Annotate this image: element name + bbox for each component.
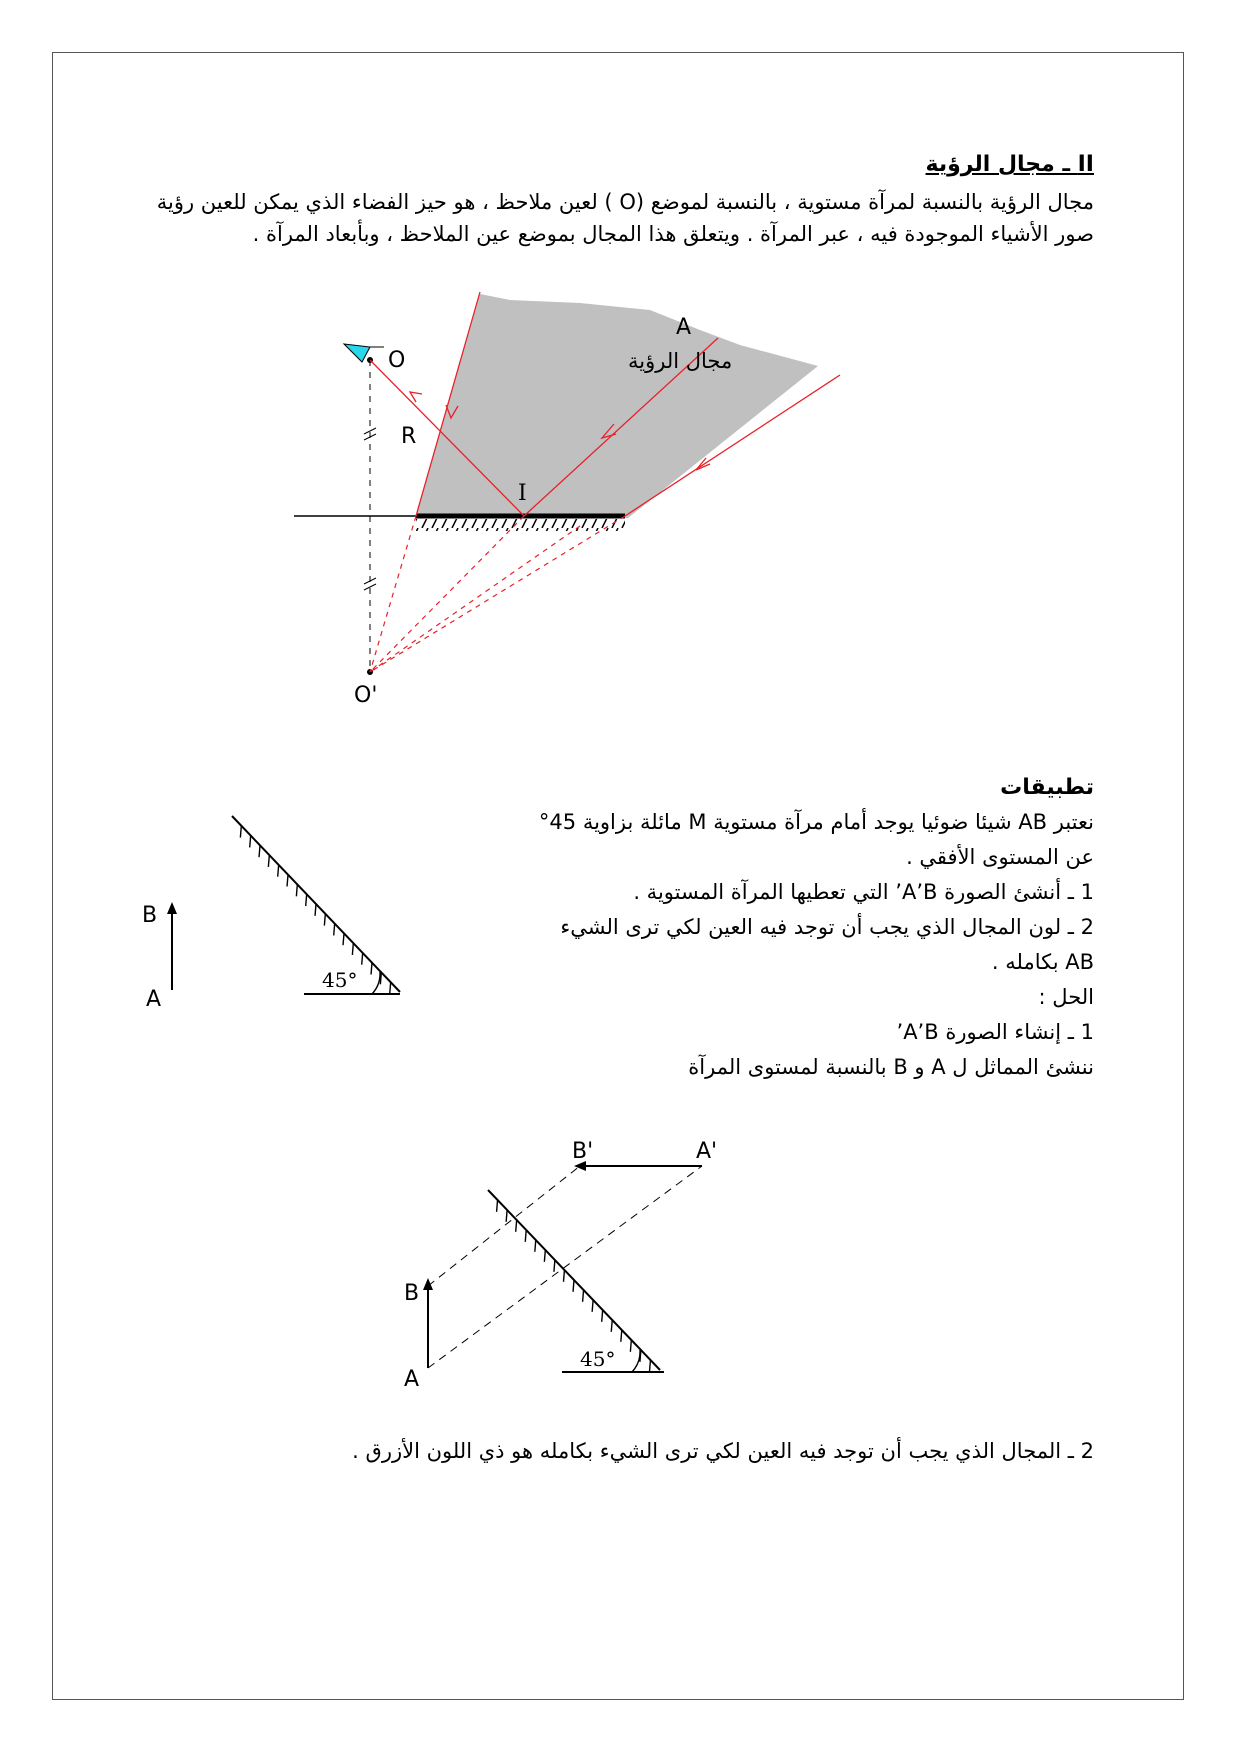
solution-step-1-detail: ننشئ المماثل ل A و B بالنسبة لمستوى المرآة <box>688 1055 1094 1079</box>
mirror-hatch-mark <box>554 1260 555 1272</box>
exercise-line-1: نعتبر AB شيئا ضوئيا يوجد أمام مرآة مستوية M مائلة بزاوية 45° <box>538 810 1094 834</box>
mirror-hatch-mark <box>535 1240 536 1252</box>
field-of-view-paragraph: مجال الرؤية بالنسبة لمرآة مستوية ، بالنسبة لموضع (O ) لعين ملاحظ ، هو حيز الفضاء الذي يمكن للعين رؤية صور الأشياء الموجودة فيه ، عبر المرآة . ويتعلق هذا المجال بموضع عين الملاحظ ، وبأبعاد المرآة . <box>156 190 1094 246</box>
mirror-hatch-mark <box>497 1200 498 1212</box>
mirror-hatch-mark <box>583 1290 584 1302</box>
conclusion-line: 2 ـ المجال الذي يجب أن توجد فيه العين لكي ترى الشيء بكامله هو ذي اللون الأزرق . <box>352 1439 1094 1463</box>
angle-label: 45° <box>322 968 358 992</box>
label-O: O <box>388 348 406 373</box>
mirror-hatch-mark <box>611 1320 612 1332</box>
label-O-prime: O' <box>354 683 378 708</box>
solution-label: الحل : <box>1038 985 1094 1009</box>
exercise-line-4: 2 ـ لون المجال الذي يجب أن توجد فيه العين لكي ترى الشيء <box>560 915 1094 939</box>
symmetry-line-A <box>428 1166 702 1368</box>
mirror-hatch-mark <box>506 1210 507 1222</box>
mirror-hatch-mark <box>516 1220 517 1232</box>
label-field-of-view: مجال الرؤية <box>628 349 733 373</box>
label-A: A <box>146 987 162 1012</box>
label-I: I <box>518 481 527 506</box>
mirror-hatch-mark <box>621 1330 622 1342</box>
mirror-hatch-mark <box>544 1250 545 1262</box>
angle-label: 45° <box>580 1347 616 1371</box>
angle-arc <box>632 1350 640 1372</box>
label-A: A <box>404 1367 420 1392</box>
section-title-applications: تطبيقات <box>1000 775 1094 800</box>
mirror-hatch-mark <box>525 1230 526 1242</box>
mirror-hatch-mark <box>649 1360 650 1372</box>
object-arrowhead <box>423 1278 433 1290</box>
label-B-prime: B' <box>572 1139 594 1164</box>
exercise-line-5: AB بكامله . <box>991 950 1094 974</box>
label-A: A <box>676 315 692 340</box>
mirror-hatch-mark <box>563 1270 564 1282</box>
mirror-hatch-mark <box>630 1340 631 1352</box>
symmetry-line-B <box>428 1166 580 1286</box>
mirror-hatch-mark <box>640 1350 641 1362</box>
mirror-hatch-mark <box>573 1280 574 1292</box>
label-B: B <box>142 903 158 928</box>
mirror-hatch-mark <box>592 1300 593 1312</box>
section-title-field-of-view: II ـ مجال الرؤية <box>925 152 1094 177</box>
label-R: R <box>401 424 417 449</box>
solution-step-1: 1 ـ إنشاء الصورة A’B’ <box>896 1020 1094 1044</box>
exercise-line-3: 1 ـ أنشئ الصورة A’B’ التي تعطيها المرآة المستوية . <box>633 880 1094 904</box>
label-B: B <box>404 1281 420 1306</box>
label-A-prime: A' <box>696 1139 718 1164</box>
exercise-line-2: عن المستوى الأفقي . <box>906 845 1094 869</box>
mirror-hatch-mark <box>602 1310 603 1322</box>
